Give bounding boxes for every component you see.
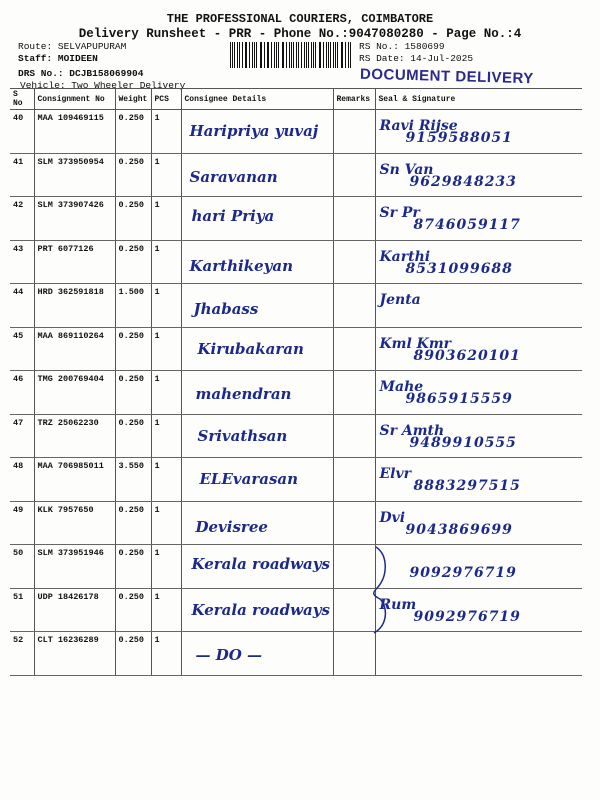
row-sno: 50 — [10, 545, 34, 589]
meta-left — [18, 41, 185, 92]
handwritten-consignee: hari Priya — [191, 207, 275, 225]
row-weight: 0.250 — [115, 414, 151, 458]
table-row — [10, 110, 582, 154]
row-sno: 42 — [10, 197, 34, 241]
row-consignment-no: CLT 16236289 — [34, 632, 115, 676]
row-consignment-no: SLM 373951946 — [34, 545, 115, 589]
handwritten-consignee: Kirubakaran — [197, 339, 304, 358]
barcode-bar — [296, 42, 297, 68]
handwritten-signature: Dvi — [379, 509, 406, 526]
row-pcs: 1 — [151, 240, 181, 284]
table-row — [10, 588, 582, 632]
handwritten-signature: Jenta — [379, 292, 421, 308]
row-consignment-no: UDP 18426178 — [34, 588, 115, 632]
row-consignee-cell — [181, 110, 333, 154]
row-remarks — [333, 371, 375, 415]
runsheet-subtitle: Delivery Runsheet - PRR - Phone No.:9047080280 - Page No.:4 — [78, 27, 522, 41]
row-consignee-cell — [181, 458, 333, 502]
handwritten-consignee: Kerala roadways — [191, 555, 330, 573]
handwritten-phone: 9489910555 — [409, 434, 517, 451]
row-sno: 48 — [10, 458, 34, 502]
handwritten-consignee: Kerala roadways — [191, 600, 330, 619]
row-sno: 52 — [10, 632, 34, 676]
row-sno: 47 — [10, 414, 34, 458]
row-signature-cell — [375, 501, 582, 545]
row-consignment-no: SLM 373907426 — [34, 197, 115, 241]
staff-text: Staff: MOIDEEN — [18, 53, 98, 64]
drs-text: DRS No.: DCJB158069904 — [18, 68, 144, 79]
row-consignment-no: MAA 706985011 — [34, 458, 115, 502]
row-consignment-no: TRZ 25062230 — [34, 414, 115, 458]
row-remarks — [333, 545, 375, 589]
table-row — [10, 458, 582, 502]
handwritten-phone: 9043869699 — [405, 521, 513, 538]
row-consignee-cell — [181, 632, 333, 676]
row-pcs: 1 — [151, 545, 181, 589]
bracket-mark — [370, 545, 396, 635]
row-pcs: 1 — [151, 588, 181, 632]
col-signature: Seal & Signature — [375, 89, 582, 110]
row-consignee-cell — [181, 327, 333, 371]
row-weight: 0.250 — [115, 545, 151, 589]
barcode-bar — [274, 42, 275, 68]
row-signature-cell — [375, 414, 582, 458]
row-weight: 1.500 — [115, 284, 151, 328]
barcode-bar — [345, 42, 346, 68]
handwritten-phone: 8746059117 — [413, 217, 521, 233]
row-remarks — [333, 501, 375, 545]
barcode-bar — [271, 42, 272, 68]
row-remarks — [333, 588, 375, 632]
row-weight: 0.250 — [115, 110, 151, 154]
row-signature-cell — [375, 153, 582, 197]
row-pcs: 1 — [151, 632, 181, 676]
handwritten-consignee: Haripriya yuvaj — [189, 122, 319, 140]
barcode-image — [230, 42, 352, 68]
row-sno: 49 — [10, 501, 34, 545]
barcode-bar — [333, 42, 334, 68]
row-consignment-no: PRT 6077126 — [34, 240, 115, 284]
row-remarks — [333, 327, 375, 371]
vehicle-text: Vehicle: Two Wheeler Delivery — [20, 80, 186, 91]
row-weight: 0.250 — [115, 371, 151, 415]
runsheet-table-wrapper — [10, 88, 582, 676]
barcode-bar — [298, 42, 299, 68]
row-consignee-cell — [181, 284, 333, 328]
row-weight: 0.250 — [115, 240, 151, 284]
barcode-bar — [337, 42, 338, 68]
barcode-bar — [230, 42, 231, 68]
company-title: THE PROFESSIONAL COURIERS, COIMBATORE — [166, 12, 434, 26]
barcode-bar — [249, 42, 250, 68]
row-sno: 44 — [10, 284, 34, 328]
row-pcs: 1 — [151, 327, 181, 371]
row-pcs: 1 — [151, 197, 181, 241]
row-weight: 0.250 — [115, 327, 151, 371]
row-consignee-cell — [181, 153, 333, 197]
row-pcs: 1 — [151, 110, 181, 154]
handwritten-signature: Rum — [379, 596, 417, 613]
row-remarks — [333, 414, 375, 458]
handwritten-consignee: ELEvarasan — [199, 470, 299, 488]
row-weight: 0.250 — [115, 632, 151, 676]
row-consignee-cell — [181, 197, 333, 241]
row-sno: 40 — [10, 110, 34, 154]
row-sno: 46 — [10, 371, 34, 415]
table-row — [10, 153, 582, 197]
barcode-bar — [323, 42, 324, 68]
barcode-bar — [311, 42, 312, 68]
row-sno: 43 — [10, 240, 34, 284]
barcode-bar — [239, 42, 240, 68]
barcode-bar — [304, 42, 305, 68]
row-pcs: 1 — [151, 153, 181, 197]
handwritten-phone: 9092976719 — [409, 565, 517, 581]
row-signature-cell — [375, 284, 582, 328]
row-consignee-cell — [181, 501, 333, 545]
table-row — [10, 545, 582, 589]
row-pcs: 1 — [151, 284, 181, 328]
handwritten-consignee: Devisree — [195, 517, 268, 536]
handwritten-consignee: mahendran — [195, 385, 292, 403]
row-consignee-cell — [181, 545, 333, 589]
col-remarks: Remarks — [333, 89, 375, 110]
row-sno: 41 — [10, 153, 34, 197]
route-text: Route: SELVAPUPURAM — [18, 41, 127, 52]
row-signature-cell — [375, 327, 582, 371]
barcode-bar — [278, 42, 279, 68]
rs-no-text: RS No.: 1580699 — [359, 41, 445, 52]
col-sno: S No — [10, 89, 34, 110]
runsheet-table — [10, 88, 582, 676]
row-consignment-no: MAA 869110264 — [34, 327, 115, 371]
row-consignee-cell — [181, 240, 333, 284]
row-signature-cell — [375, 545, 582, 589]
col-consignee: Consignee Details — [181, 89, 333, 110]
row-consignment-no: KLK 7957650 — [34, 501, 115, 545]
row-weight: 0.250 — [115, 153, 151, 197]
row-remarks — [333, 153, 375, 197]
row-pcs: 1 — [151, 371, 181, 415]
row-consignee-cell — [181, 414, 333, 458]
rs-date-text: RS Date: 14-Jul-2025 — [359, 53, 474, 64]
barcode-bar — [256, 42, 257, 68]
handwritten-signature: Elvr — [379, 466, 411, 482]
row-remarks — [333, 240, 375, 284]
handwritten-signature: Mahe — [379, 379, 424, 395]
table-row — [10, 632, 582, 676]
row-weight: 0.250 — [115, 197, 151, 241]
handwritten-signature: Sr Pr — [379, 205, 420, 221]
table-row — [10, 501, 582, 545]
row-remarks — [333, 284, 375, 328]
row-consignee-cell — [181, 371, 333, 415]
row-pcs: 1 — [151, 458, 181, 502]
row-signature-cell — [375, 371, 582, 415]
table-row — [10, 414, 582, 458]
col-consignment: Consignment No — [34, 89, 115, 110]
row-consignment-no: MAA 109469115 — [34, 110, 115, 154]
barcode-bar — [315, 42, 316, 68]
row-signature-cell — [375, 632, 582, 676]
row-weight: 3.550 — [115, 458, 151, 502]
handwritten-signature: Ravi Rijse — [379, 118, 458, 134]
row-consignment-no: SLM 373950954 — [34, 153, 115, 197]
handwritten-consignee: — DO — — [195, 646, 263, 664]
barcode-bar — [264, 42, 265, 68]
handwritten-phone: 9092976719 — [413, 608, 521, 625]
table-header-row — [10, 89, 582, 110]
table-row — [10, 327, 582, 371]
handwritten-phone: 8531099688 — [405, 260, 513, 277]
barcode-bar — [237, 42, 238, 68]
row-signature-cell — [375, 110, 582, 154]
handwritten-signature: Karthi — [379, 248, 431, 265]
row-weight: 0.250 — [115, 588, 151, 632]
meta-right — [359, 41, 473, 65]
row-signature-cell — [375, 240, 582, 284]
col-pcs: PCS — [151, 89, 181, 110]
handwritten-consignee: Karthikeyan — [189, 256, 293, 275]
handwritten-signature: Sn Van — [379, 161, 434, 178]
table-row — [10, 371, 582, 415]
barcode-bar — [286, 42, 287, 68]
handwritten-phone: 9865915559 — [405, 391, 513, 407]
row-pcs: 1 — [151, 501, 181, 545]
barcode-bar — [252, 42, 253, 68]
barcode-bar — [326, 42, 327, 68]
handwritten-consignee: Srivathsan — [197, 426, 288, 445]
col-weight: Weight — [115, 89, 151, 110]
document-delivery-stamp: DOCUMENT DELIVERY — [359, 65, 534, 88]
row-signature-cell — [375, 588, 582, 632]
handwritten-consignee: Saravanan — [189, 167, 278, 186]
handwritten-signature: Kml Kmr — [379, 335, 452, 352]
row-pcs: 1 — [151, 414, 181, 458]
row-sno: 45 — [10, 327, 34, 371]
handwritten-phone: 8883297515 — [413, 478, 521, 494]
barcode-bar — [350, 42, 351, 68]
row-signature-cell — [375, 197, 582, 241]
row-remarks — [333, 110, 375, 154]
row-sno: 51 — [10, 588, 34, 632]
row-consignee-cell — [181, 588, 333, 632]
row-consignment-no: TMG 200769404 — [34, 371, 115, 415]
handwritten-phone: 9629848233 — [409, 173, 517, 190]
row-remarks — [333, 197, 375, 241]
handwritten-phone: 9159588051 — [405, 130, 513, 146]
handwritten-signature: Sr Amth — [379, 422, 445, 439]
table-row — [10, 284, 582, 328]
table-row — [10, 240, 582, 284]
row-remarks — [333, 632, 375, 676]
row-weight: 0.250 — [115, 501, 151, 545]
handwritten-phone: 8903620101 — [413, 347, 521, 364]
row-consignment-no: HRD 362591818 — [34, 284, 115, 328]
handwritten-consignee: Jhabass — [193, 300, 259, 318]
table-row — [10, 197, 582, 241]
row-signature-cell — [375, 458, 582, 502]
row-remarks — [333, 458, 375, 502]
